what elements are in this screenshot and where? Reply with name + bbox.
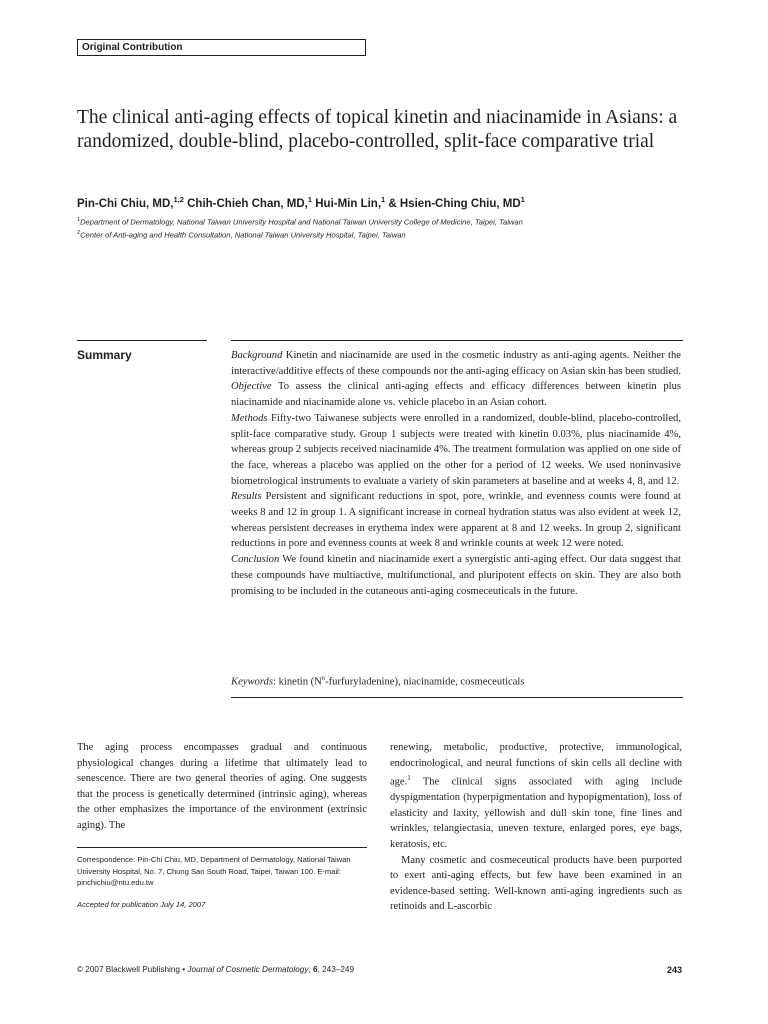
abstract-background-text: Kinetin and niacinamide are used in the cosmetic industry as anti-aging agents. Neither the interactive/additive effects of these compounds nor the anti-aging efficacy on Asian skin has been studied. [231,350,682,377]
reference-mark: 1 [407,774,411,783]
article-title: The clinical anti-aging effects of topical kinetin and niacinamide in Asians: a randomized, double-blind, placebo-controlled, split-face comparative trial [77,107,678,152]
body-paragraph: Many cosmetic and cosmeceutical products have been purported to exert anti-aging effects, but few have been examined in an evidence-based setting. Well-known anti-aging ingredients such as retinoids and L-ascorbic [390,854,682,913]
abstract-results-label: Results [231,491,262,503]
author-4-name: Hsien-Ching Chiu, MD [399,197,521,210]
affiliation-2-text: Center of Anti-aging and Health Consultation, National Taiwan University Hospital, Taipei, Taiwan [80,230,406,240]
body-column-right [390,740,682,915]
abstract-results [231,489,681,552]
body-text: renewing, metabolic, productive, protective, immunological, endocrinological, and neural functions of skin cells all decline with age. [390,742,682,788]
abstract-methods [231,411,681,490]
abstract-conclusion [231,552,681,599]
footer-separator: , [308,965,314,974]
abstract-conclusion-label: Conclusion [231,554,280,566]
abstract-bottom-divider [231,697,683,698]
affiliation-2 [77,228,697,241]
page-number: 243 [666,965,682,975]
author-2-name: Chih-Chieh Chan, MD, [187,197,308,210]
author-1-name: Pin-Chi Chiu, MD, [77,197,174,210]
summary-divider-left [77,340,207,341]
correspondence-note: Correspondence: Pin-Chi Chiu, MD, Department of Dermatology, National Taiwan University Hospital, No. 7, Chung San South Road, Taipei, Taiwan 100. E-mail: pinchichiu@ntu.edu.tw [77,855,351,887]
affiliation-1 [77,215,697,228]
body-text: The clinical signs associated with aging include dyspigmentation (hyperpigmentation and hypopigmentation), loss of elasticity and laxity, yellowish and dull skin tone, fine lines and wrinkles, telangiectasia, uneven texture, enlarged pores, eye bags, keratosis, etc. [390,776,682,851]
author-2-affiliation-mark: 1 [307,195,313,204]
keywords-label: Keywords [231,676,273,688]
keywords-superscript: 6 [321,675,326,682]
footer-volume: 6 [313,965,318,974]
abstract [231,348,681,599]
author-3-name: Hui-Min Lin, [315,197,382,210]
affiliation-2-mark: 2 [77,230,81,236]
accepted-date-note: Accepted for publication July 14, 2007 [77,900,206,909]
body-column-left: The aging process encompasses gradual and continuous physiological changes during a lifetime that ultimately lead to senescence. There are two general theories of aging. One suggests that the process is genetically determined (intrinsic aging), whereas the other emphasizes the importance of the environment (extrinsic aging). The [77,742,367,831]
affiliation-1-text: Department of Dermatology, National Taiwan University Hospital and National Taiwan University College of Medicine, Taipei, Taiwan [80,217,523,227]
footnote-divider [77,847,367,848]
abstract-results-text: Persistent and significant reductions in spot, pore, wrinkle, and evenness counts were found at weeks 8 and 12 in group 1. A significant increase in corneal hydration status was also evident at week 12, whereas persistent decreases in erythema index were apparent at 8 and 12 weeks. In group 2, significant reductions in pore and evenness counts at week 8 and wrinkle counts at week 12 were noted. [231,491,681,550]
footer-journal: Journal of Cosmetic Dermatology [187,965,309,974]
section-label: Original Contribution [77,39,366,56]
abstract-objective-label: Objective [231,381,272,393]
affiliation-1-mark: 1 [77,217,81,223]
footer-copyright: © 2007 Blackwell Publishing • [77,965,188,974]
author-list [77,192,697,212]
footer-pages: , 243–249 [317,965,355,974]
keywords [231,671,681,690]
abstract-conclusion-text: We found kinetin and niacinamide exert a synergistic anti-aging effect. Our data suggest that these compounds have multiactive, multifunctional, and pluripotent effects on skin. They are also both promising to be included in the cutaneous anti-aging cosmeceuticals in the future. [231,554,681,597]
author-4-affiliation-mark: 1 [520,195,525,204]
summary-heading: Summary [77,348,132,362]
author-3-affiliation-mark: 1 [381,195,386,204]
author-1-affiliation-mark: 1,2 [173,195,184,204]
body-paragraph [390,740,682,853]
abstract-objective [231,379,681,410]
footer-citation [77,965,354,974]
abstract-background [231,348,681,379]
keywords-text-rest: -furfuryladenine), niacinamide, cosmeceuticals [325,676,525,688]
abstract-methods-text: Fifty-two Taiwanese subjects were enrolled in a randomized, double-blind, placebo-controlled, split-face comparative study. Group 1 subjects were treated with kinetin 0.03%, plus niacinamide 4%, whereas group 2 subjects received niacinamide 4%. The treatment formulation was applied on one side of the face, whereas a placebo was applied on the other for a period of 12 weeks. We used noninvasive biometrological instruments to evaluate a variety of skin parameters at baseline and at weeks 4, 8, and 12. [231,412,681,487]
author-separator: & [385,197,400,210]
abstract-methods-label: Methods [231,412,268,424]
keywords-text: : kinetin (N [272,676,322,688]
abstract-objective-text: To assess the clinical anti-aging effects and efficacy differences between kinetin plus niacinamide and niacinamide alone vs. vehicle placebo in an Asian cohort. [231,381,681,409]
abstract-background-label: Background [231,350,283,361]
summary-divider-right [231,340,683,341]
